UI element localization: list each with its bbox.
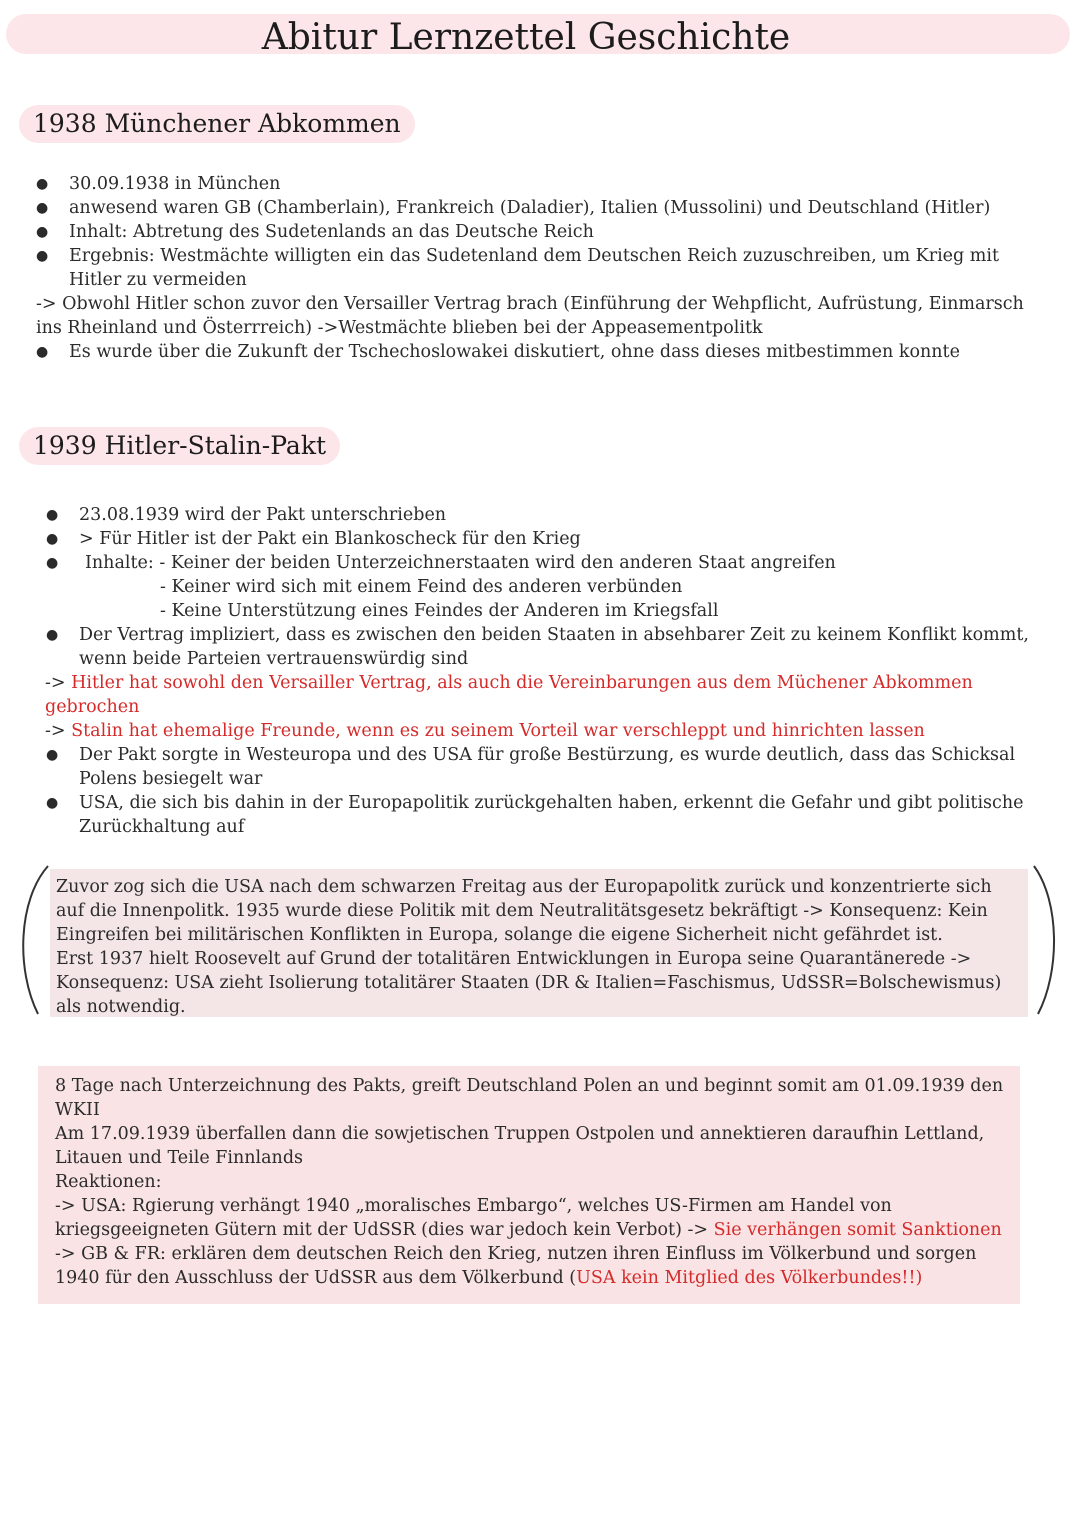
info-box-wkii bbox=[38, 1066, 1020, 1304]
left-parenthesis-icon bbox=[14, 860, 54, 1020]
list-item: ● Der Pakt sorgte in Westeuropa und des USA für große Bestürzung, es wurde deutlich, dass das Schicksal Polens besiegelt war bbox=[46, 745, 1016, 789]
section1-content bbox=[36, 172, 1036, 364]
list-item: ● anwesend waren GB (Chamberlain), Frankreich (Daladier), Italien (Mussolini) und Deutschland (Hitler) bbox=[36, 198, 991, 218]
list-item: ● 23.08.1939 wird der Pakt unterschrieben bbox=[46, 505, 447, 525]
box2-gb-fr-reaction: -> GB & FR: erklären dem deutschen Reich den Krieg, nutzen ihren Einfluss im Völkerbund und sorgen 1940 für den Ausschluss der UdSSR aus dem Völkerbund (USA kein Mitglied des Völkerbundes!!) bbox=[55, 1244, 977, 1288]
list-item: ● 30.09.1938 in München bbox=[36, 174, 281, 194]
arrow-note-hitler: -> Hitler hat sowohl den Versailler Vertrag, als auch die Vereinbarungen aus dem Müchener Abkommen gebrochen bbox=[45, 673, 973, 717]
box1-paragraph-2: Erst 1937 hielt Roosevelt auf Grund der totalitären Entwicklungen in Europa seine Quarantänerede -> Konsequenz: USA zieht Isolierung totalitärer Staaten (DR & Italien=Faschismus, UdSSR=Bolschewismus) als notwendig. bbox=[56, 949, 1002, 1017]
arrow-note: -> Obwohl Hitler schon zuvor den Versailler Vertrag brach (Einführung der Wehpflicht, Aufrüstung, Einmarsch ins Rheinland und Österrreich) ->Westmächte blieben bei der Appeasementpolitk bbox=[36, 294, 1024, 338]
box2-line-2: Am 17.09.1939 überfallen dann die sowjetischen Truppen Ostpolen und annektieren daraufhin Lettland, Litauen und Teile Finnlands bbox=[55, 1124, 985, 1168]
box2-line-1: 8 Tage nach Unterzeichnung des Pakts, greift Deutschland Polen an und beginnt somit am 01.09.1939 den WKII bbox=[55, 1076, 1004, 1120]
arrow-note-stalin: -> Stalin hat ehemalige Freunde, wenn es zu seinem Vorteil war verschleppt und hinrichten lassen bbox=[45, 721, 925, 741]
box2-line-3: Reaktionen: bbox=[55, 1172, 162, 1192]
list-item: ● Es wurde über die Zukunft der Tschechoslowakei diskutiert, ohne dass dieses mitbestimmen konnte bbox=[36, 342, 960, 362]
list-item: ● Inhalt: Abtretung des Sudetenlands an das Deutsche Reich bbox=[36, 222, 594, 242]
section-heading-muenchener-abkommen: 1938 Münchener Abkommen bbox=[19, 105, 415, 143]
info-box-usa-isolation bbox=[50, 869, 1028, 1017]
page-title: Abitur Lernzettel Geschichte bbox=[261, 17, 791, 58]
list-item: ● Der Vertrag impliziert, dass es zwischen den beiden Staaten in absehbarer Zeit zu keinem Konflikt kommt, wenn beide Parteien vertrauenswürdig sind bbox=[46, 625, 1029, 669]
list-item-inhalte: ● Inhalte: - Keiner der beiden Unterzeichnerstaaten wird den anderen Staat angreifen - Keiner wird sich mit einem Feind des anderen verbünden - Keine Unterstützung eines Feindes der Anderen im Kriegsfall bbox=[46, 553, 836, 621]
right-parenthesis-icon bbox=[1030, 862, 1064, 1022]
box2-usa-reaction: -> USA: Rgierung verhängt 1940 „moralisches Embargo“, welches US-Firmen am Handel von kriegsgeeigneten Gütern mit der UdSSR (dies war jedoch kein Verbot) -> Sie verhängen somit Sanktionen bbox=[55, 1196, 1002, 1240]
list-item: ● USA, die sich bis dahin in der Europapolitik zurückgehalten haben, erkennt die Gefahr und gibt politische Zurückhaltung auf bbox=[46, 793, 1024, 837]
list-item: ● > Für Hitler ist der Pakt ein Blankoscheck für den Krieg bbox=[46, 529, 581, 549]
list-item: ● Ergebnis: Westmächte willigten ein das Sudetenland dem Deutschen Reich zuzuschreiben, um Krieg mit Hitler zu vermeiden bbox=[36, 246, 1000, 290]
section-heading-hitler-stalin-pakt: 1939 Hitler-Stalin-Pakt bbox=[19, 427, 340, 465]
section2-content bbox=[46, 503, 1036, 839]
box1-paragraph-1: Zuvor zog sich die USA nach dem schwarzen Freitag aus der Europapolitk zurück und konzentrierte sich auf die Innenpolitk. 1935 wurde diese Politik mit dem Neutralitätsgesetz bekräftigt -> Konsequenz: Kein Eingreifen bei militärischen Konflikten in Europa, solange die eigene Sicherheit nicht gefährdet ist. bbox=[56, 877, 992, 945]
